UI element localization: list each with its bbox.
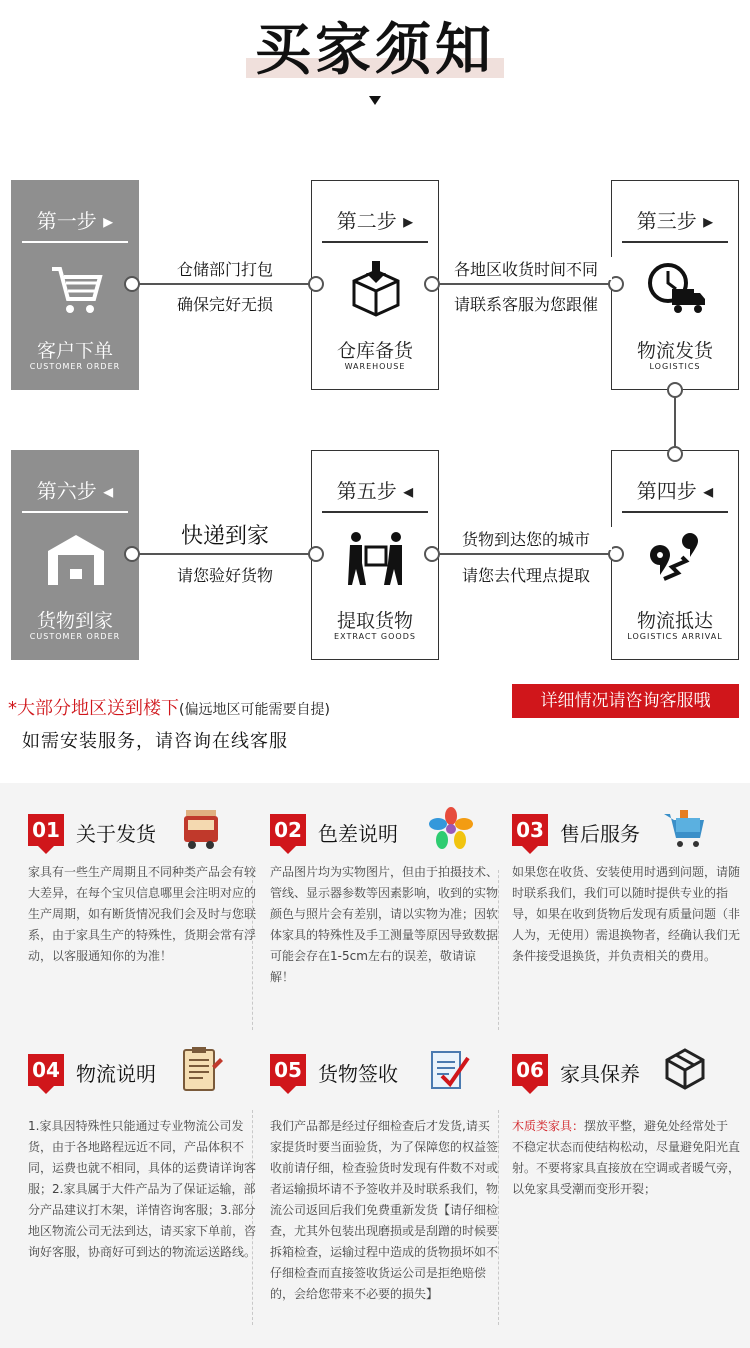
card-title: 物流说明 [76, 1062, 156, 1086]
delivery-note [8, 694, 330, 720]
connector-4-line1: 货物到达您的城市 [440, 527, 612, 550]
card-number: 03 [512, 814, 548, 846]
card-body: 1.家具因特殊性只能通过专业物流公司发货，由于各地路程远近不同，产品体积不同，运费也就不相同，具体的运费请详询客服；2.家具属于大件产品为了保证运输，部分产品建议打木架，详情咨询客服；3.部分地区物流公司无法到达，请买家下单前，咨询好客服，协商好可到达的物流运送路线。 [28, 1119, 257, 1259]
step-1-card [11, 180, 139, 390]
step-4-card [611, 450, 739, 660]
page-title: 买家须知 [255, 18, 495, 83]
card-title: 售后服务 [560, 822, 640, 846]
card-body [512, 1116, 740, 1200]
divider [498, 1110, 499, 1325]
delivery-truck-icon [646, 259, 706, 319]
box-icon [662, 1046, 708, 1092]
step-6-card [11, 450, 139, 660]
install-note: 如需安装服务，请咨询在线客服 [22, 731, 288, 752]
connector-5-line1: 快递到家 [150, 519, 300, 550]
step-4-rule [622, 511, 728, 513]
card-title: 货物签收 [318, 1062, 398, 1086]
truck-icon [178, 806, 224, 852]
step-6-rule [22, 511, 128, 513]
card-body: 我们产品都是经过仔细检查后才发货,请买家提货时要当面验货，为了保障您的权益签收前请仔细，检查验货时发现有件数不对或者运输损坏请不予签收并及时联系我们，物流公司返回后我们免费重新发货【请仔细检查，尤其外包装出现磨损或是刮蹭的时候要拆箱检查，运输过程中造成的货物损坏如不仔细检查而直接签收货运公司是拒绝赔偿的，会给您带来不必要的损失】 [270, 1119, 499, 1301]
divider [498, 870, 499, 1030]
step-4-en: LOGISTICS ARRIVAL [627, 632, 723, 641]
card-number: 02 [270, 814, 306, 846]
card-body: 产品图片均为实物图片，但由于拍摄技术、管线、显示器参数等因素影响，收到的实物颜色与照片会有差别，请以实物为准；因软体家具的特殊性及手工测量等原因导致数据可能会存在1-5cm左右的误差，敬请谅解！ [270, 865, 499, 984]
step-5-head: 第五步 ◂ [336, 479, 414, 503]
step-5-name: 提取货物 [336, 610, 413, 632]
warehouse-box-icon [346, 259, 406, 319]
card-number: 01 [28, 814, 64, 846]
step-6-name: 货物到家 [36, 610, 113, 632]
card-body-highlight: 木质类家具： [512, 1119, 585, 1133]
note-paren: (偏远地区可能需要自提) [179, 702, 330, 718]
step-5-rule [322, 511, 428, 513]
step-1-rule [22, 241, 128, 243]
page-header [0, 0, 750, 120]
step-2-name: 仓库备货 [336, 340, 413, 362]
step-2-rule [322, 241, 428, 243]
step-3-head: 第三步 ▸ [636, 209, 714, 233]
step-6-head: 第六步 ◂ [36, 479, 114, 503]
clipboard-icon [178, 1046, 224, 1092]
card-number: 04 [28, 1054, 64, 1086]
step-5-card [311, 450, 439, 660]
map-pin-route-icon [646, 529, 706, 589]
card-body: 家具有一些生产周期且不同种类产品会有较大差异，在每个宝贝信息哪里会注明对应的生产周期，如有断货情况我们会及时与您联系，由于家具生产的特殊性，货期会常有浮动，以客服通知你的为准！ [28, 865, 257, 963]
step-3-card [611, 180, 739, 390]
step-4-head: 第四步 ◂ [636, 479, 714, 503]
connector-5-line2: 请您验好货物 [176, 566, 273, 585]
step-4-name: 物流抵达 [636, 610, 713, 632]
step-6-en: CUSTOMER ORDER [29, 632, 121, 641]
step-1-en: CUSTOMER ORDER [29, 362, 121, 371]
card-number: 06 [512, 1054, 548, 1086]
connector-4-line2: 请您去代理点提取 [461, 566, 590, 585]
card-title: 色差说明 [318, 822, 398, 846]
note-asterisk: * [8, 698, 17, 719]
color-wheel-icon [428, 806, 474, 852]
step-3-name: 物流发货 [636, 340, 713, 362]
shopping-cart-icon [46, 259, 106, 319]
consult-banner[interactable]: 详细情况请咨询客服哦 [512, 684, 739, 718]
note-main: 大部分地区送到楼下 [17, 698, 179, 719]
card-title: 关于发货 [76, 822, 156, 846]
card-body-text: 摆放平整，避免处经常处于不稳定状态而使结构松动，尽量避免阳光直射。不要将家具直接放在空调或者暖气旁，以免家具受潮而变形开裂； [512, 1119, 741, 1196]
carry-box-icon [346, 529, 406, 589]
connector-2-line1: 各地区收货时间不同 [440, 257, 612, 280]
connector-1-line2: 确保完好无损 [176, 295, 273, 314]
card-title: 家具保养 [560, 1062, 640, 1086]
connector-3-4 [665, 382, 685, 462]
step-2-head: 第二步 ▸ [336, 209, 414, 233]
step-2-card [311, 180, 439, 390]
step-1-name: 客户下单 [36, 340, 113, 362]
connector-2-line2: 请联系客服为您跟催 [453, 295, 598, 314]
warehouse-icon [46, 529, 106, 589]
step-3-rule [622, 241, 728, 243]
card-body: 如果您在收货、安装使用时遇到问题，请随时联系我们，我们可以随时提供专业的指导，如果在收到货物后发现有质量问题（非人为，无使用）需退换物者，经确认我们无条件接受退换货，并负责相关的费用。 [512, 865, 741, 963]
step-1-head: 第一步 ▸ [36, 209, 114, 233]
step-3-en: LOGISTICS [649, 362, 701, 371]
step-2-en: WAREHOUSE [344, 362, 406, 371]
step-5-en: EXTRACT GOODS [334, 632, 416, 641]
down-arrow-icon [369, 96, 381, 105]
connector-1-line1: 仓储部门打包 [150, 257, 300, 280]
card-number: 05 [270, 1054, 306, 1086]
checklist-icon [426, 1046, 472, 1092]
shopping-cart-icon [662, 806, 708, 852]
